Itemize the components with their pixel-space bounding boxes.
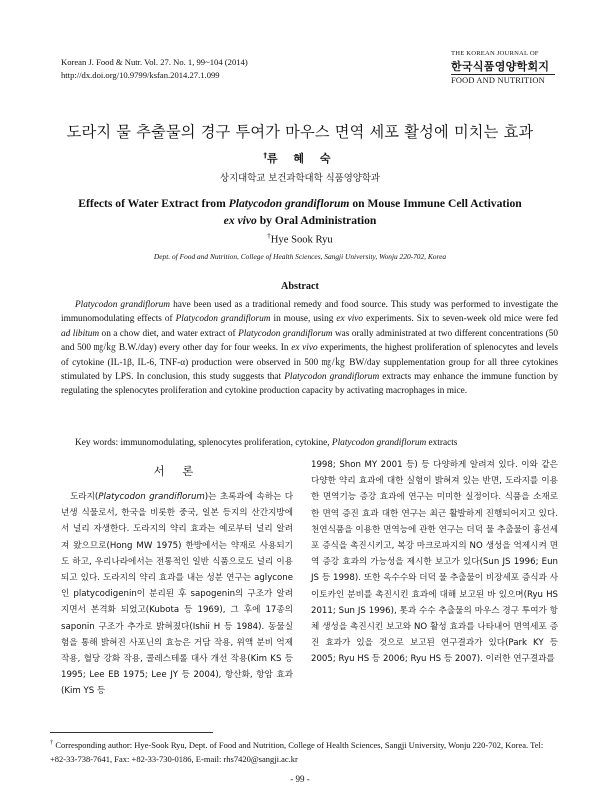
abstract-term: ex vivo	[336, 314, 364, 325]
title-en-species: Platycodon grandiflorum	[228, 197, 350, 210]
keywords	[61, 436, 558, 450]
journal-logo-line3: FOOD AND NUTRITION	[451, 74, 555, 85]
abstract-species: Platycodon grandiflorum	[238, 328, 333, 339]
section-title-introduction: 서 론	[153, 464, 201, 478]
keywords-text: extracts	[426, 438, 458, 448]
title-en-part2: on Mouse Immune Cell Activation	[349, 197, 522, 210]
corresponding-author-footnote	[50, 736, 560, 766]
author-korean	[0, 150, 600, 166]
author-korean-name: 류 혜 숙	[266, 152, 337, 165]
journal-citation: Korean J. Food & Nutr. Vol. 27. No. 1, 99~104 (2014)	[61, 57, 248, 67]
abstract-term: ex vivo	[291, 343, 318, 354]
author-english	[0, 232, 600, 246]
abstract-text: have been used as a traditional remedy and food source. This study was performed to investigate the immunomodulating effects of	[61, 300, 558, 325]
title-korean: 도라지 물 추출물의 경구 투여가 마우스 면역 세포 활성에 미치는 효과	[66, 123, 534, 141]
abstract-body	[61, 298, 558, 399]
abstract-text: on a chow diet, and water extract of	[99, 328, 239, 339]
corresponding-mark-en: †	[267, 232, 271, 240]
abstract-heading: Abstract	[281, 281, 319, 292]
footnote-text: Corresponding author: Hye-Sook Ryu, Dept. of Food and Nutrition, College of Health Sciences, Sangji University, Wonju 220-702, Korea. Tel: +82-33-738-7641, Fax: +82-33-730-0186, E-mail: rhs7420@sangji.ac.kr	[50, 739, 544, 765]
title-en-part1: Effects of Water Extract from	[78, 197, 229, 210]
intro-text: 도라지(	[70, 492, 99, 502]
abstract-text: experiments, the highest proliferation of splenocytes and levels of cytokine (IL-1β, IL-6, TNF-α) production were observed in 500 ㎎/㎏ BW/day supplementation group for all three cytokines stimulated by LPS. In conclusion, this study suggests that	[61, 343, 559, 383]
keywords-text: Key words: immunomodulating, splenocytes proliferation, cytokine,	[75, 438, 332, 448]
abstract-term: ad libitum	[61, 328, 100, 339]
journal-logo-line2: 한국식품영양학회지	[451, 60, 550, 73]
intro-left-column	[61, 489, 293, 700]
title-en-exvivo: ex vivo	[223, 214, 257, 227]
abstract-text: in mouse, using	[270, 314, 337, 325]
doi-link[interactable]: http://dx.doi.org/10.9799/ksfan.2014.27.1.099	[61, 70, 220, 80]
journal-logo-line1: THE KOREAN JOURNAL OF	[451, 50, 539, 57]
abstract-species: Platycodon grandiflorum	[175, 314, 271, 325]
footnote-divider	[50, 732, 213, 733]
intro-species: Platycodon grandiflorum	[98, 492, 205, 502]
footnote-mark: †	[50, 739, 54, 746]
author-english-name: Hye Sook Ryu	[270, 234, 333, 246]
journal-logo	[451, 50, 555, 85]
abstract-text: extracts may enhance the immune function by regulating the splenocytes proliferation and cytokine production capacity by activating macrophages in mice.	[61, 372, 558, 397]
corresponding-mark: †	[263, 151, 267, 160]
intro-text: )는 초록과에 속하는 다년생 식물로서, 한국을 비롯한 중국, 일본 등지의 산간지방에서 널리 자생한다. 도라지의 약리 효과는 예로부터 널리 알려져 왔으므로(Hong MW 1975) 한방에서는 약재로 사용되기도 하고, 우리나라에서는 전통적인 일반 식품으로도 널리 이용되고 있다. 도라지의 약리 효과를 내는 성분 연구는 aglycone인 platycodigenin이 분리된 후 sapogenin의 구조가 알려지면서 본격화 되었고(Kubota 등 1969), 그 후에 17종의 saponin 구조가 추가로 밝혀졌다(Ishii H 등 1984). 동물실험을 통해 밝혀진 사포닌의 효능은 거담 작용, 위액 분비 억제 작용, 혈당 강화 작용, 콜레스테롤 대사 개선 작용(Kim KS 등 1995; Lee EB 1975; Lee JY 등 2004), 항산화, 항암 효과(Kim YS 등	[61, 492, 294, 697]
abstract-species: Platycodon grandiflorum	[284, 372, 380, 383]
page-number: - 99 -	[290, 774, 310, 784]
title-en-part3: by Oral Administration	[256, 214, 377, 227]
affiliation-korean: 상지대학교 보건과학대학 식품영양학과	[220, 173, 380, 184]
abstract-species: Platycodon grandiflorum	[75, 300, 171, 310]
citation-block	[61, 56, 248, 82]
affiliation-english: Dept. of Food and Nutrition, College of Health Sciences, Sangji University, Wonju 220-702, Korea	[153, 252, 447, 261]
abstract-text: was orally administrated at two different concentrations (50 and 500 ㎎/㎏ B.W./day) every other day for four weeks. In	[61, 328, 558, 354]
intro-right-column: 1998; Shon MY 2001 등) 등 다양하게 알려져 있다. 이와 같은 다양한 약리 효과에 대한 실험이 밝혀져 있는 반면, 도라지를 이용한 면역기능 증강 효과에 연구는 미미한 실정이다. 식품을 소재로 한 면역 증진 효과 대한 연구는 최근 활발하게 진행되어지고 있다. 천연식품을 이용한 면역능에 관한 연구는 더덕 물 추출물이 흉선세포 증식을 촉진시키고, 복강 마크로파지의 NO 생성을 억제시켜 면역 증강 효과의 가능성을 제시한 보고가 있다(Sun JS 1996; Eun JS 등 1998). 또한 옥수수와 더덕 물 추출물이 비장세포 증식과 사이토카인 분비를 촉진시킨 효과에 대해 보고된 바 있으며(Ryu HS 2011; Sun JS 1996), 톳과 수수 추출물의 마우스 경구 투여가 항체 생성을 촉진시킨 보고와 NO 활성 효과를 나타내어 면역세포 증진 효과가 있을 것으로 보고된 연구결과가 있다(Park KY 등 2005; Ryu HS 등 2006; Ryu HS 등 2007). 이러한 연구결과를	[311, 460, 558, 665]
keywords-species: Platycodon grandiflorum	[331, 438, 427, 448]
abstract-text: experiments. Six to seven-week old mice were fed	[363, 314, 559, 325]
title-english	[40, 195, 560, 229]
